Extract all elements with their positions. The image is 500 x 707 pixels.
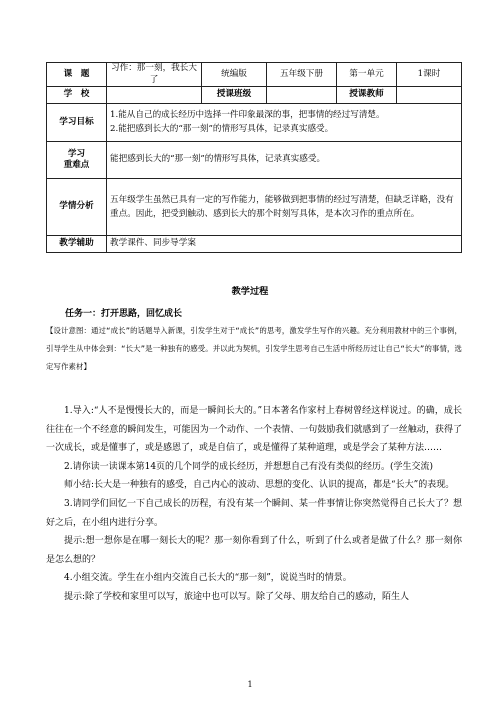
school-label: 学 校 [47, 87, 107, 104]
aids-label: 教学辅助 [47, 236, 107, 253]
lesson-info-table [46, 62, 462, 253]
table-row-topic [47, 63, 462, 87]
paragraph: 1.导入:“人不是慢慢长大的，而是一瞬间长大的。”日本著名作家村上春树曾经这样说过。的确，成长往往在一个不经意的瞬间发生，可能因为一个动作、一个表情、一句鼓励我们就感到了一丝触动，获得了一次成长，或是懂事了，或是感恩了，或是自信了，或是懂得了某种道理，或是学会了某种方法…… [46, 406, 462, 454]
class-hours: 1课时 [397, 63, 462, 87]
textbook-edition: 统编版 [202, 63, 267, 87]
school-value [107, 87, 202, 104]
paragraph: 提示:想一想你是在哪一刻长大的呢？那一刻你看到了什么，听到了什么或者是做了什么？那一刻你是怎么想的？ [46, 536, 462, 565]
page-number: 1 [247, 680, 253, 689]
task-one-title: 任务一：打开思路，回忆成长 [65, 309, 183, 319]
topic-label: 课 题 [47, 63, 107, 87]
unit-label: 第一单元 [337, 63, 397, 87]
grade-volume: 五年级下册 [267, 63, 337, 87]
paragraph: 师小结:长大是一种独有的感受，自己内心的波动、思想的变化、认识的提高，都是“长大”的表现。 [64, 480, 455, 491]
process-title: 教学过程 [231, 286, 269, 297]
key-points-content: 能把感到长大的“那一刻”的情形写具体，记录真实感受。 [107, 142, 462, 179]
aids-content: 教学课件、同步导学案 [107, 236, 462, 253]
table-row-analysis [47, 179, 462, 236]
analysis-content: 五年级学生虽然已具有一定的写作能力，能够做到把事情的经过写清楚，但缺乏详略，没有重点。因此，把受到触动、感到长大的那个时刻写具体，是本次习作的重点所在。 [107, 179, 462, 236]
table-row-key-points [47, 142, 462, 179]
key-points-label: 学习 重难点 [47, 142, 107, 179]
paragraph: 提示:除了学校和家里可以写，旅途中也可以写。除了父母、朋友给自己的感动，陌生人 [64, 591, 410, 602]
design-intent-note: 【设计意图：通过“成长”的话题导入新课，引发学生对于“成长”的思考，激发学生写作的兴趣。充分利用教材中的三个事例，引导学生从中体会到：“长大”是一种独有的感受。并以此为契机，引发学生思考自己生活中所经历过让自己“长大”的事情，选定写作素材】 [46, 326, 462, 372]
goals-label: 学习目标 [47, 104, 107, 142]
table-row-school [47, 87, 462, 104]
teacher-value [397, 87, 462, 104]
table-row-aids [47, 236, 462, 253]
goal-item: 1.能从自己的成长经历中选择一件印象最深的事，把事情的经过写清楚。 [110, 110, 385, 121]
teacher-label: 授课教师 [337, 87, 397, 104]
process-body [46, 402, 462, 607]
goal-item: 2.能把感到长大的“那一刻”的情形写具体，记录真实感受。 [110, 123, 334, 134]
paragraph: 4.小组交流。学生在小组内交流自己长大的“那一刻”，说说当时的情景。 [64, 573, 352, 584]
table-row-goals [47, 104, 462, 142]
goals-content [107, 104, 462, 142]
analysis-label: 学情分析 [47, 179, 107, 236]
topic-title: 习作：那一刻，我长大了 [107, 63, 202, 87]
paragraph: 2.请你读一读课本第14页的几个同学的成长经历，并想想自己有没有类似的经历。(学生交流) [64, 461, 434, 472]
class-label: 授课班级 [202, 87, 267, 104]
paragraph: 3.请同学们回忆一下自己成长的历程，有没有某一个瞬间、某一件事情让你突然觉得自己长大了？想好之后，在小组内进行分享。 [46, 498, 462, 528]
class-value [267, 87, 337, 104]
